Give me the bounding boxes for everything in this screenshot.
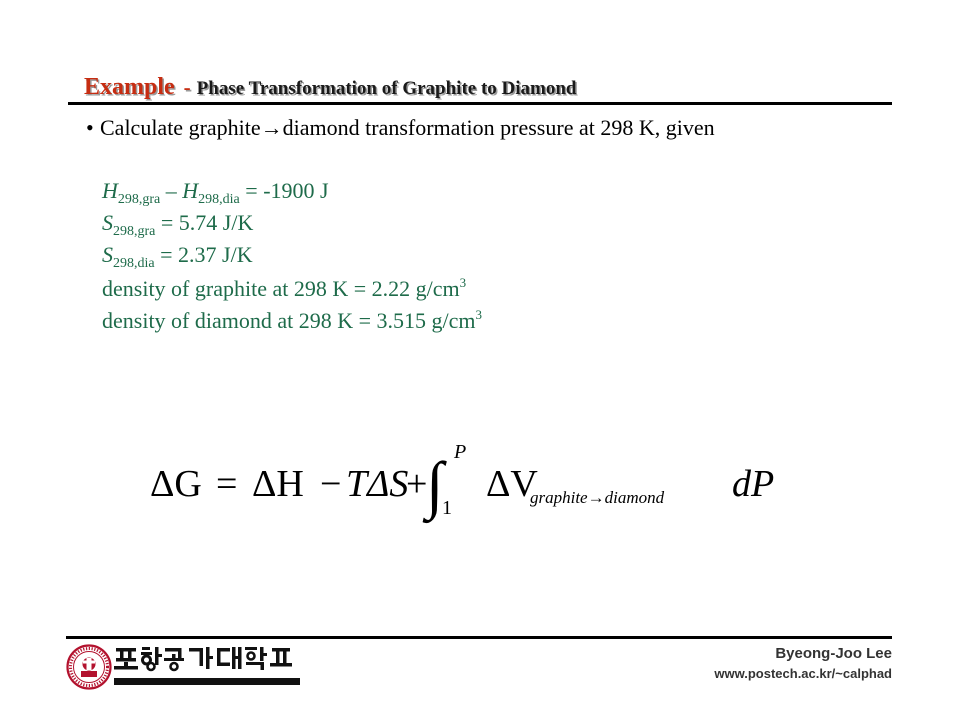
enthalpy-symbol-diamond: H — [182, 178, 199, 203]
eq-dp: dP — [732, 463, 775, 505]
author-url: www.postech.ac.kr/~calphad — [714, 666, 892, 681]
korean-wordmark — [114, 647, 292, 670]
eq-minus: − — [320, 463, 342, 505]
bullet-text: Calculate graphite→diamond transformation pressure at 298 K, given — [100, 115, 715, 140]
density-text: density of graphite at 298 K = 2.22 g/cm — [102, 276, 460, 301]
enthalpy-value: = -1900 J — [239, 178, 329, 203]
entropy-symbol: S — [102, 242, 113, 267]
eq-delta-v-subscript: graphite→diamond — [530, 488, 665, 507]
slide-title — [84, 74, 577, 101]
density-text: density of diamond at 298 K = 3.515 g/cm — [102, 308, 476, 333]
eq-delta-g: ΔG — [150, 463, 202, 505]
title-rule — [68, 102, 892, 105]
entropy-value: = 2.37 J/K — [154, 242, 253, 267]
title-main: Example — [84, 74, 175, 100]
given-density-diamond — [102, 308, 482, 332]
eq-delta-v: ΔV — [486, 463, 538, 505]
bullet-item — [86, 115, 715, 141]
entropy-subscript: 298,gra — [113, 224, 156, 239]
university-seal-icon — [66, 644, 112, 690]
title-separator: - — [183, 75, 191, 99]
eq-plus: + — [406, 463, 428, 505]
university-wordmark — [114, 644, 304, 690]
given-enthalpy — [102, 180, 329, 207]
eq-delta-h: ΔH — [252, 463, 304, 505]
eq-t-delta-s: TΔS — [346, 463, 409, 505]
entropy-subscript: 298,dia — [113, 256, 155, 271]
eq-integral: ∫ — [426, 449, 444, 520]
given-entropy-diamond — [102, 244, 253, 271]
footer-rule — [66, 636, 892, 639]
english-wordmark-band — [114, 678, 300, 685]
eq-lower-limit: 1 — [442, 497, 452, 519]
enthalpy-subscript-diamond: 298,dia — [198, 192, 240, 207]
bullet-symbol: • — [86, 115, 94, 140]
minus-sign: – — [160, 178, 183, 203]
entropy-value: = 5.74 J/K — [155, 210, 254, 235]
title-subtitle: Phase Transformation of Graphite to Diamond — [196, 78, 577, 99]
eq-upper-limit: P — [454, 441, 467, 463]
author-name: Byeong-Joo Lee — [775, 645, 892, 662]
density-exponent: 3 — [475, 307, 483, 322]
eq-equals: = — [216, 463, 238, 505]
enthalpy-symbol-graphite: H — [102, 178, 118, 203]
gibbs-equation — [150, 432, 800, 532]
given-density-graphite — [102, 276, 466, 300]
given-entropy-graphite — [102, 212, 253, 239]
enthalpy-subscript-graphite: 298,gra — [117, 192, 161, 207]
density-exponent: 3 — [459, 275, 467, 290]
entropy-symbol: S — [102, 210, 113, 235]
